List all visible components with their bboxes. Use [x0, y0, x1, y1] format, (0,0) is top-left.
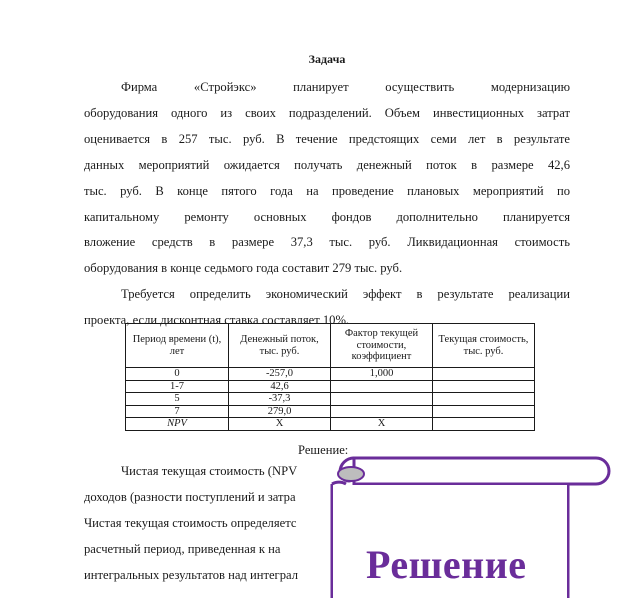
- table-cell: X: [229, 418, 331, 431]
- doc-title: Задача: [308, 52, 346, 66]
- table-cell: -257,0: [229, 368, 331, 381]
- paragraph-line: интегральных результатов над интеграл: [84, 567, 299, 582]
- data-table: [125, 323, 535, 431]
- paragraph-line: Чистая текущая стоимость определяетс: [84, 515, 297, 530]
- table-cell: NPV: [126, 418, 229, 431]
- task-paragraph-1: [84, 75, 570, 282]
- paragraph-line: проекта, если дисконтная ставка составляет 10%.: [84, 313, 350, 328]
- table-header-cell: Текущая стоимость, тыс. руб.: [433, 324, 535, 368]
- table-cell: 42,6: [229, 380, 331, 393]
- table-cell: 7: [126, 405, 229, 418]
- paragraph-line: капитальному ремонту основных фондов дополнительно планируется: [84, 209, 570, 224]
- paragraph-line: Фирма «Стройэкс» планирует осуществить модернизацию: [121, 80, 570, 94]
- table-cell: 279,0: [229, 405, 331, 418]
- table-cell: [433, 368, 535, 381]
- paragraph-line: вложение средств в размере 37,3 тыс. руб. Ликвидационная стоимость: [84, 235, 570, 250]
- table-cell: 1,000: [331, 368, 433, 381]
- paragraph-line: тыс. руб. В конце пятого года на проведение плановых мероприятий по: [84, 183, 570, 198]
- table-cell: [433, 418, 535, 431]
- paragraph-line: расчетный период, приведенная к на: [84, 541, 281, 556]
- table-cell: -37,3: [229, 393, 331, 406]
- paragraph-line: доходов (разности поступлений и затра: [84, 489, 296, 504]
- paragraph-line: оценивается в 257 тыс. руб. В течение предстоящих семи лет в результате: [84, 131, 570, 146]
- table-cell: [433, 405, 535, 418]
- document-body: [84, 52, 570, 334]
- table-cell: [331, 393, 433, 406]
- table-header-cell: Денежный поток, тыс. руб.: [229, 324, 331, 368]
- table-header-cell: Фактор текущей стоимости, коэффициент: [331, 324, 433, 368]
- table-row: [126, 380, 535, 393]
- paragraph-line: данных мероприятий ожидается получать денежный поток в размере 42,6: [84, 157, 570, 172]
- table-cell: 5: [126, 393, 229, 406]
- table-cell: [433, 393, 535, 406]
- table-cell: [433, 380, 535, 393]
- solution-label: Решение:: [298, 443, 349, 457]
- paragraph-line: Требуется определить экономический эффект в результате реализации: [121, 287, 570, 302]
- table-header-cell: Период времени (t), лет: [126, 324, 229, 368]
- table-row: [126, 393, 535, 406]
- table-cell: 1-7: [126, 380, 229, 393]
- table-cell: X: [331, 418, 433, 431]
- table-cell: [331, 380, 433, 393]
- table-row: [126, 368, 535, 381]
- banner-text: Решение: [366, 542, 527, 587]
- paragraph-line: оборудования в конце седьмого года составит 279 тыс. руб.: [84, 261, 403, 276]
- table-cell: [331, 405, 433, 418]
- paragraph-line: оборудования одного из своих подразделений. Объем инвестиционных затрат: [84, 105, 570, 120]
- paragraph-line: Чистая текущая стоимость (NPV: [121, 464, 298, 478]
- table-cell: 0: [126, 368, 229, 381]
- table-header-row: [126, 324, 535, 368]
- table-row: [126, 405, 535, 418]
- table-row: [126, 418, 535, 431]
